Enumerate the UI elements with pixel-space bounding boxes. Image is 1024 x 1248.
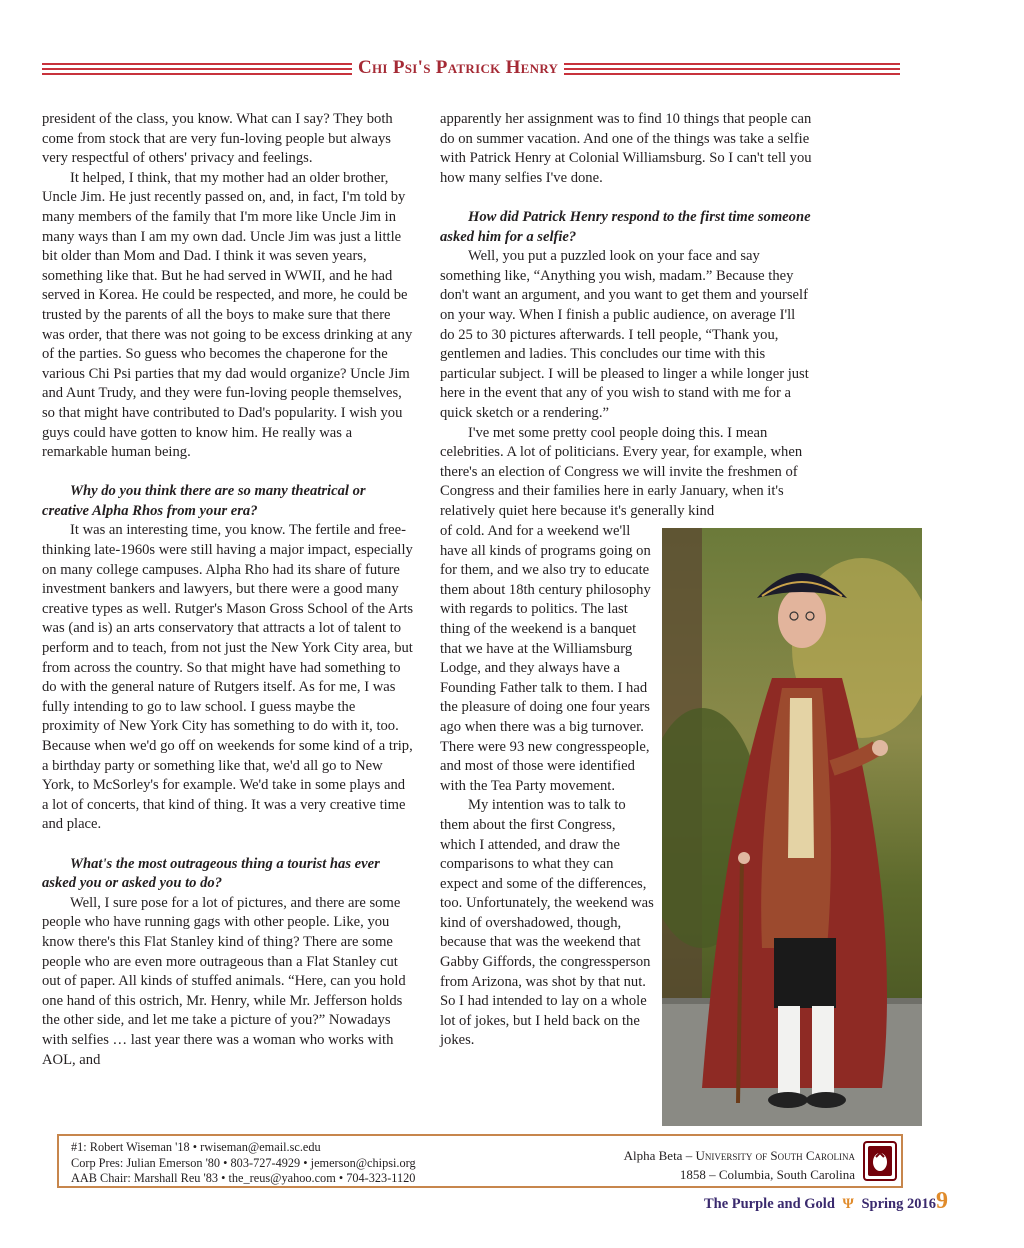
chapter-founded: 1858 – Columbia, South Carolina xyxy=(679,1167,855,1182)
body-paragraph: I've met some pretty cool people doing this. I mean celebrities. A lot of politicians. Every year, for example, when there's an election of Congress we will invite the freshmen of Congress and their families here in early January, when it's relatively quiet here because it's generally kind xyxy=(440,424,803,519)
patrick-henry-photo xyxy=(662,528,922,1126)
university-name: University of South Carolina xyxy=(695,1148,855,1163)
right-narrow-column xyxy=(440,522,654,1051)
chapter-contacts xyxy=(71,1140,416,1187)
page-number: 9 xyxy=(936,1188,948,1214)
body-paragraph: Well, I sure pose for a lot of pictures, and there are some people who have running gags with other people. Like, you know there's this Flat Stanley kind of thing? There are some people who are even more outrageous than a Flat Stanley cut out of paper. All kinds of stuffed animals. “Here, can you hold one hand of this ostrich, Mr. Henry, while Mr. Jefferson holds the other side, and let me take a picture of you?” Nowadays with selfies … last year there was a woman who works with AOL, and xyxy=(42,894,406,1068)
chapter-name: Alpha Beta – xyxy=(623,1148,696,1163)
right-column xyxy=(440,110,812,521)
left-column xyxy=(42,110,414,1070)
body-paragraph: of cold. And for a weekend we'll have all kinds of programs going on for them, and we also try to educate them about 18th century philosophy with regards to politics. The last thing of the weekend is a banquet that we have at the Williamsburg Lodge, and they always have a Founding Father talk to them. I had the pleasure of doing one four years ago when there was a big turnover. There were 93 new congresspeople, and most of those were identified with the Tea Party movement. xyxy=(440,523,651,794)
university-crest-icon xyxy=(863,1141,897,1181)
contact-line-2: Corp Pres: Julian Emerson '80 • 803-727-4929 • jemerson@chipsi.org xyxy=(71,1155,416,1170)
issue-date: Spring 2016 xyxy=(861,1196,936,1212)
contact-line-1: #1: Robert Wiseman '18 • rwiseman@email.sc.edu xyxy=(71,1140,321,1154)
body-paragraph: Well, you put a puzzled look on your face and say something like, “Anything you wish, madam.” Because they don't want an argument, and you want to get them and yourself on your way. When I finish a public audience, on average I'll do 25 to 30 pictures afterwards. I tell people, “Thank you, gentlemen and ladies. This concludes our time with this particular subject. I will be pleased to linger a while longer just here in the event that any of you wish to stand with me for a quick sketch or a rendering.” xyxy=(440,248,809,421)
publication-name: The Purple and Gold xyxy=(703,1196,835,1212)
publication-footer xyxy=(704,1196,936,1213)
chapter-identity xyxy=(624,1146,855,1184)
interview-question: What's the most outrageous thing a tourist has ever asked you or asked you to do? xyxy=(42,855,380,892)
contact-line-3: AAB Chair: Marshall Reu '83 • the_reus@yahoo.com • 704-323-1120 xyxy=(71,1171,416,1185)
chapter-info-box xyxy=(57,1134,903,1188)
body-paragraph: My intention was to talk to them about the first Congress, which I attended, and draw the comparisons to what they can expect and some of the differences, too. Unfortunately, the weekend was kind of overshadowed, though, because that was the weekend that Gabby Giffords, the congressperson from Arizona, was shot by that nut. So I had intended to lay on a whole lot of jokes, but I held back on the jokes. xyxy=(440,797,654,1049)
page-title: Chi Psi's Patrick Henry xyxy=(352,56,564,80)
page-header xyxy=(42,56,900,82)
interview-question: How did Patrick Henry respond to the first time someone asked him for a selfie? xyxy=(440,208,811,245)
body-paragraph: apparently her assignment was to find 10 things that people can do on summer vacation. And one of the things was take a selfie with Patrick Henry at Colonial Williamsburg. So I can't tell you how many selfies I've done. xyxy=(440,111,812,186)
chi-psi-icon: Ψ xyxy=(842,1196,854,1212)
body-paragraph: It was an interesting time, you know. The fertile and free-thinking late-1960s were still having a major impact, especially on many college campuses. Alpha Rho had its share of future investment bankers and lawyers, but there were a good many creative types as well. Rutger's Mason Gross School of the Arts was (and is) an arts conservatory that attracts a lot of talent to perform and to teach, from not just the New York City area, but from across the country. So that might have had something to do with the general nature of Rutgers itself. As for me, I was fully intending to go to law school. I guess maybe the proximity of New York City has something to do with it, too. Because when we'd go off on weekends for some kind of a trip, a birthday party or something like that, we'd all go to New York, to McSorley's for example. We'd take in some plays and a lot of concerts, that kind of thing. It was a very creative time and place. xyxy=(42,522,414,833)
body-paragraph: president of the class, you know. What can I say? They both come from stock that are very fun-loving people but always very respectful of others' privacy and feelings. xyxy=(42,111,393,167)
interview-question: Why do you think there are so many theatrical or creative Alpha Rhos from your era? xyxy=(42,483,366,519)
body-paragraph: It helped, I think, that my mother had an older brother, Uncle Jim. He just recently passed on, and, in fact, I'm told by many members of the family that I'm more like Uncle Jim in many ways than I am my own dad. Uncle Jim was just a little bit older than Mom and Dad. I think it was seven years, something like that. But he had served in WWII, and he had served in Korea. He could be respected, and more, he could be trusted by the parents of all the boys to make sure that there was order, that there was not going to be excess drinking at any of the parties. So guess who becomes the chaperone for the various Chi Psi parties that my dad would organize? Uncle Jim and Aunt Trudy, and they were fun-loving people themselves, so that might have contributed to Dad's popularity. I wish you guys could have gotten to know him. He really was a remarkable human being. xyxy=(42,169,413,461)
